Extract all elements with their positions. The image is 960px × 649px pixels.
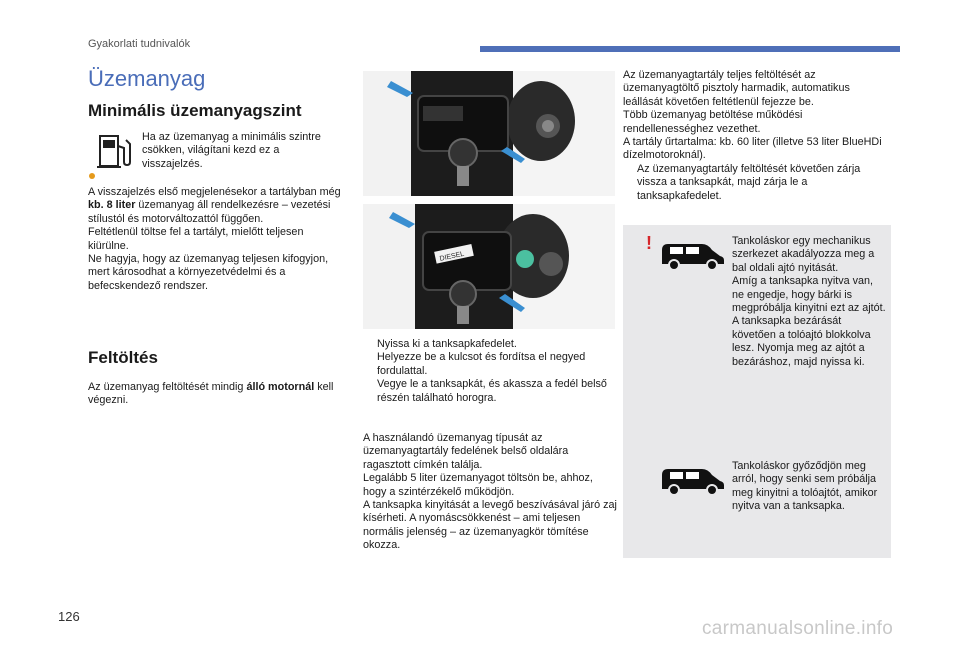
watermark: carmanualsonline.info — [702, 618, 894, 639]
van-sliding-door-icon — [658, 463, 728, 497]
warning-indicator-dot — [89, 173, 95, 179]
warning-note-1: Tankoláskor egy mechanikus szerkezet akadályozza meg a bal oldali ajtó nyitását. Amíg a tanksapka nyitva van, ne engedje, hogy bárki is megpróbálja kinyitni ezt az ajtót. A tanksapka bezárását követően a tolóajtó blokkolva lesz. Nyomja meg az ajtót a bezáráshoz, majd nyissa ki. — [732, 235, 886, 368]
icon-note: Ha az üzemanyag a minimális szintre csökken, világítani kezd ez a visszajelzés. — [142, 131, 321, 170]
section-header: Gyakorlati tudnivalók — [88, 38, 191, 50]
fuel-type-text: A használandó üzemanyag típusát az üzemanyagtartály fedelének belső oldalára ragasztott címkén találja. Legalább 5 liter üzemanyagot töltsön be, ahhoz, hogy a szintérzékelő működjön. A tanksapka kinyitását a levegő beszívásával járó zaj kísérheti. A nyomáscsökkenést – ami teljesen normális jelenség – az üzemanyagkör tömítése okozza. — [363, 432, 617, 552]
refuel-steps — [363, 338, 618, 405]
fuel-pump-icon — [96, 130, 134, 170]
warning-mark: ! — [646, 233, 652, 253]
fuel-flap-photo-1 — [363, 71, 615, 196]
fuel-flap-photo-2 — [363, 204, 615, 329]
refuel-heading: Feltöltés — [88, 348, 158, 367]
warning-note-2: Tankoláskor győződjön meg arról, hogy senki sem próbálja meg kinyitni a tolóajtót, amikor nyitva van a tanksapka. — [732, 460, 878, 513]
list-item: Vegye le a tanksapkát, és akassza a fedél belső részén található horogra. — [377, 378, 607, 404]
list-item: Helyezze be a kulcsot és fordítsa el negyed fordulattal. — [377, 351, 586, 377]
diesel-label: DIESEL — [439, 250, 465, 263]
page-title: Üzemanyag — [88, 66, 206, 91]
list-item: Nyissa ki a tanksapkafedelet. — [377, 338, 517, 350]
page-number: 126 — [58, 609, 80, 624]
list-item: Az üzemanyagtartály feltöltését követően zárja vissza a tanksapkát, majd zárja le a tanksapkafedelet. — [637, 162, 861, 202]
van-side-icon — [658, 238, 728, 272]
min-fuel-heading: Minimális üzemanyagszint — [88, 101, 302, 120]
min-fuel-text: A visszajelzés első megjelenésekor a tartályban még kb. 8 liter üzemanyag áll rendelkezésre – vezetési stílustól és motorváltozattól függően. Feltétlenül töltse fel a tartályt, mielőtt teljesen kiürülne. Ne hagyja, hogy az üzemanyag teljesen kifogyjon, mert károsodhat a környezetvédelmi és a befecskendező rendszer. — [88, 186, 341, 292]
fill-instructions: Az üzemanyagtartály teljes feltöltését az üzemanyagtöltő pisztoly harmadik, automatikus leállását követően feltétlenül fejezze be. Több üzemanyag betöltése működési rendellenességhez vezethet. A tartály űrtartalma: kb. 60 liter (illetve 53 liter BlueHDi dízelmotoroknál). Az üzemanyagtartály feltöltését követően zárja vissza a tanksapkát, majd zárja le a tanksapkafedelet. — [623, 69, 891, 203]
header-accent-bar — [480, 46, 900, 52]
refuel-text: Az üzemanyag feltöltését mindig álló motornál kell végezni. — [88, 381, 334, 407]
